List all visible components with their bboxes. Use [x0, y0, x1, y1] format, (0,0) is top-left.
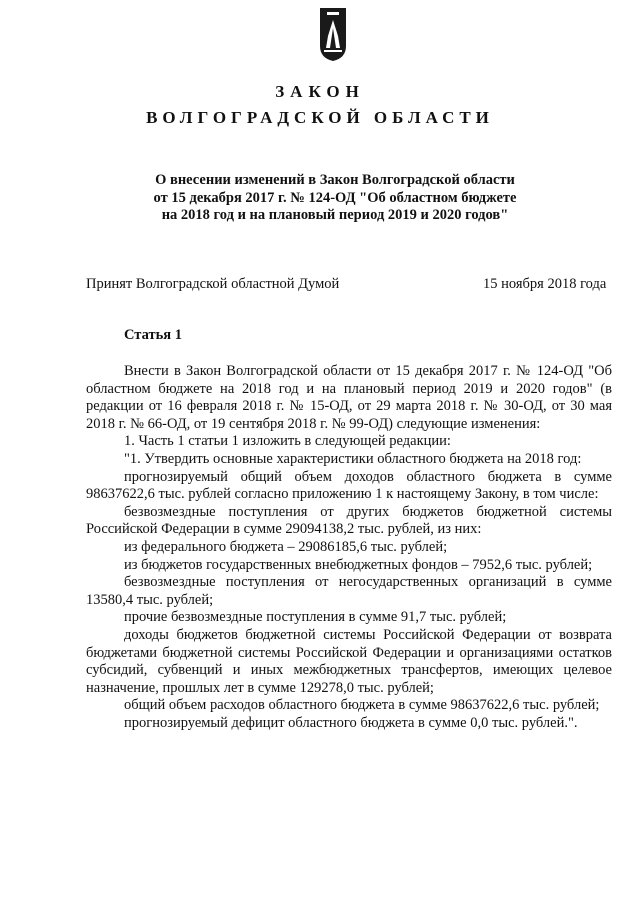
region-title: ВОЛГОГРАДСКОЙ ОБЛАСТИ [146, 108, 494, 127]
article-paragraph: прочие безвозмездные поступления в сумме 91,7 тыс. рублей; [124, 609, 507, 626]
article-paragraph: безвозмездные поступления от негосударственных организаций в сумме 13580,4 тыс. рублей; [86, 574, 612, 608]
article-paragraph: общий объем расходов областного бюджета в сумме 98637622,6 тыс. рублей; [124, 697, 600, 714]
coat-of-arms-emblem [318, 6, 348, 62]
article-paragraph: безвозмездные поступления от других бюджетов бюджетной системы Российской Федерации в сумме 29094138,2 тыс. рублей, из них: [86, 503, 612, 538]
article-paragraph: из бюджетов государственных внебюджетных фондов – 7952,6 тыс. рублей; [124, 556, 593, 573]
law-subtitle: О внесении изменений в Закон Волгоградской области от 15 декабря 2017 г. № 124-ОД "Об областном бюджете на 2018 год и на плановый период 2019 и 2020 годов" [153, 172, 517, 223]
article-paragraph: 1. Часть 1 статьи 1 изложить в следующей редакции: [124, 433, 451, 450]
article-paragraph: Внести в Закон Волгоградской области от 15 декабря 2017 г. № 124-ОД "Об областном бюджете на 2018 год и на плановый период 2019 и 2020 годов" (в редакции от 16 февраля 2018 г. № 15-ОД, от 29 марта 2018 г. № 30-ОД, от 30 мая 2018 г. № 66-ОД, от 19 сентября 2018 г. № 99-ОД) следующие изменения: [86, 363, 612, 432]
article-body [86, 363, 612, 732]
adoption-date: 15 ноября 2018 года [483, 276, 607, 292]
article-heading: Статья 1 [124, 327, 182, 343]
article-paragraph: "1. Утвердить основные характеристики областного бюджета на 2018 год: [124, 450, 582, 467]
law-title: ЗАКОН [275, 82, 365, 101]
article-paragraph: из федерального бюджета – 29086185,6 тыс. рублей; [124, 538, 448, 555]
article-paragraph: прогнозируемый общий объем доходов областного бюджета в сумме 98637622,6 тыс. рублей согласно приложению 1 к настоящему Закону, в том числе: [86, 468, 612, 503]
article-paragraph: доходы бюджетов бюджетной системы Российской Федерации от возврата бюджетами бюджетной системы Российской Федерации и организациями остатков субсидий, субвенций и иных межбюджетных трансфертов, имеющих целевое назначение, прошлых лет в сумме 129278,0 тыс. рублей; [86, 626, 612, 696]
adopted-by: Принят Волгоградской областной Думой [86, 276, 340, 292]
article-paragraph: прогнозируемый дефицит областного бюджета в сумме 0,0 тыс. рублей.". [124, 714, 578, 731]
